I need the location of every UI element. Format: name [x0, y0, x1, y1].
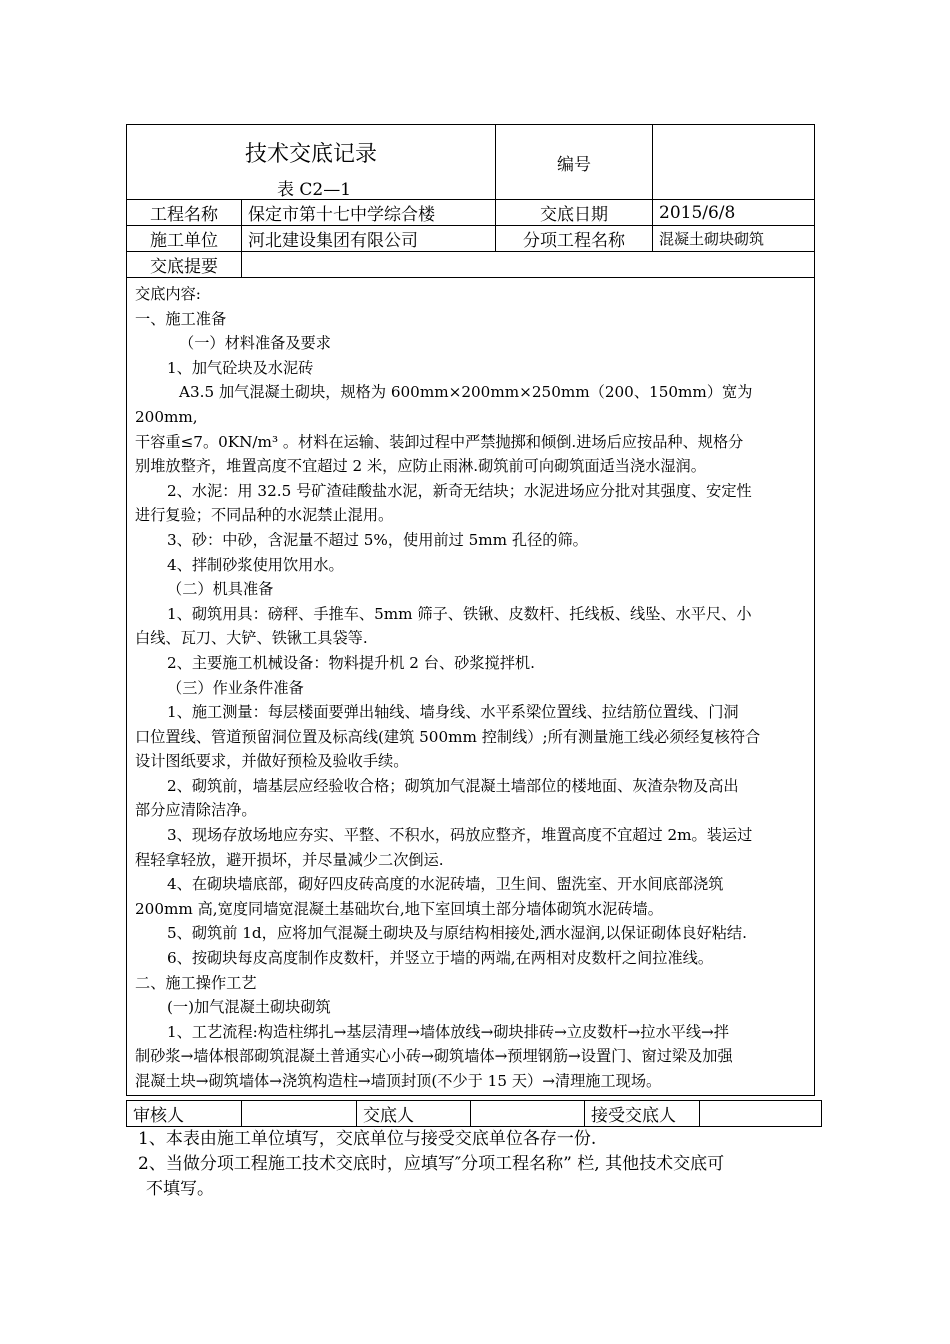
discloser-field[interactable]: [471, 1101, 585, 1127]
note-1: 1、本表由施工单位填写，交底单位与接受交底单位各存一份.: [138, 1129, 597, 1149]
content-line: 4、拌制砂浆使用饮用水。: [167, 555, 344, 574]
content-line: 设计图纸要求，并做好预检及验收手续。: [135, 752, 409, 771]
content-line: 200mm 高,宽度同墙宽混凝土基础坎台,地下室回填土部分墙体砌筑水泥砖墙。: [135, 899, 663, 918]
content-line: 2、砌筑前，墙基层应经验收合格；砌筑加气混凝土墙部位的楼地面、灰渣杂物及高出: [167, 776, 739, 795]
form-title: 技术交底记录: [244, 142, 377, 167]
note-2: 2、当做分项工程施工技术交底时，应填写″分项工程名称” 栏, 其他技术交底可: [138, 1154, 725, 1174]
content-line: 2、水泥：用 32.5 号矿渣硅酸盐水泥，新奇无结块；水泥进场应分批对其强度、安定性: [167, 481, 752, 500]
content-line: 4、在砌块墙底部，砌好四皮砖高度的水泥砖墙，卫生间、盥洗室、开水间底部浇筑: [167, 875, 724, 894]
discloser-label: 交底人: [357, 1101, 471, 1127]
content-line: 3、现场存放场地应夯实、平整、不积水，码放应整齐，堆置高度不宜超过 2m。装运过: [167, 826, 753, 845]
content-line: 混凝土块→砌筑墙体→浇筑构造柱→墙顶封顶(不少于 15 天）→清理施工现场。: [135, 1072, 662, 1090]
content-line: 口位置线、管道预留洞位置及标高线(建筑 500mm 控制线）;所有测量施工线必须经复核符合: [135, 727, 761, 746]
content-line: 程轻拿轻放，避开损坏，并尽量减少二次倒运.: [135, 850, 444, 869]
receiver-label: 接受交底人: [585, 1101, 700, 1127]
content-line: 3、砂：中砂，含泥量不超过 5%，使用前过 5mm 孔径的筛。: [167, 530, 588, 549]
content-line: 6、按砌块每皮高度制作皮数杆，并竖立于墙的两端,在两相对皮数杆之间拉准线。: [167, 949, 714, 968]
content-line: 进行复验；不同品种的水泥禁止混用。: [135, 506, 394, 525]
contractor-label: 施工单位: [127, 226, 242, 252]
content-line: 制砂浆→墙体根部砌筑混凝土普通实心小砖→砌筑墙体→预埋钢筋→设置门、窗过梁及加强: [135, 1047, 733, 1066]
content-line: 二、施工操作工艺: [135, 973, 257, 992]
content-line: 1、工艺流程:构造柱绑扎→基层清理→墙体放线→砌块排砖→立皮数杆→拉水平线→拌: [167, 1022, 729, 1041]
form-table: [126, 124, 815, 1096]
reviewer-field[interactable]: [242, 1101, 357, 1127]
content-line: 白线、瓦刀、大铲、铁锹工具袋等.: [135, 629, 368, 648]
content-line: 5、砌筑前 1d，应将加气混凝土砌块及与原结构相接处,洒水湿润,以保证砌体良好粘结.: [167, 924, 747, 943]
content-cell: [127, 278, 815, 1096]
content-line: 交底内容:: [135, 285, 201, 303]
content-line: A3.5 加气混凝土砌块，规格为 600mm×200mm×250mm（200、150mm）宽为 200mm,: [135, 383, 753, 426]
project-name-value[interactable]: 保定市第十七中学综合楼: [242, 200, 496, 226]
content-line: 别堆放整齐，堆置高度不宜超过 2 米，应防止雨淋.砌筑前可向砌筑面适当浇水湿润。: [135, 457, 706, 476]
number-label: 编号: [496, 125, 653, 200]
note-2-continued: 不填写。: [146, 1179, 214, 1199]
form-notes: [138, 1127, 828, 1202]
content-line: 1、加气砼块及水泥砖: [167, 358, 314, 377]
content-line: 一、施工准备: [135, 309, 227, 328]
summary-label: 交底提要: [127, 252, 242, 278]
date-value[interactable]: 2015/6/8: [653, 200, 815, 226]
content-line: 干容重≤7。0KN/m³ 。材料在运输、装卸过程中严禁抛掷和倾倒.进场后应按品种、规格分: [135, 432, 744, 451]
form-number-code: 表 C2—1: [277, 180, 352, 200]
content-line: 2、主要施工机械设备：物料提升机 2 台、砂浆搅拌机.: [167, 653, 535, 672]
date-label: 交底日期: [496, 200, 653, 226]
content-body: [127, 278, 814, 1095]
signature-block: [126, 1100, 821, 1127]
title-cell: [127, 125, 496, 200]
subproject-value[interactable]: 混凝土砌块砌筑: [653, 226, 815, 252]
content-line: （一）材料准备及要求: [179, 334, 331, 353]
content-line: 部分应清除洁净。: [135, 801, 257, 820]
content-line: 1、施工测量：每层楼面要弹出轴线、墙身线、水平系梁位置线、拉结筋位置线、门洞: [167, 703, 739, 722]
content-line: 1、砌筑用具：磅秤、手推车、5mm 筛子、铁锹、皮数杆、托线板、线坠、水平尺、小: [167, 604, 752, 623]
content-line: (一)加气混凝土砌块砌筑: [167, 998, 331, 1017]
reviewer-label: 审核人: [127, 1101, 242, 1127]
receiver-field[interactable]: [700, 1101, 822, 1127]
contractor-value[interactable]: 河北建设集团有限公司: [242, 226, 496, 252]
content-line: （二）机具准备: [167, 580, 274, 599]
number-field[interactable]: [653, 125, 815, 200]
disclosure-form: [126, 124, 814, 1096]
subproject-label: 分项工程名称: [496, 226, 653, 252]
project-name-label: 工程名称: [127, 200, 242, 226]
summary-value[interactable]: [242, 252, 815, 278]
content-line: （三）作业条件准备: [167, 678, 304, 697]
signature-table: [126, 1100, 822, 1127]
